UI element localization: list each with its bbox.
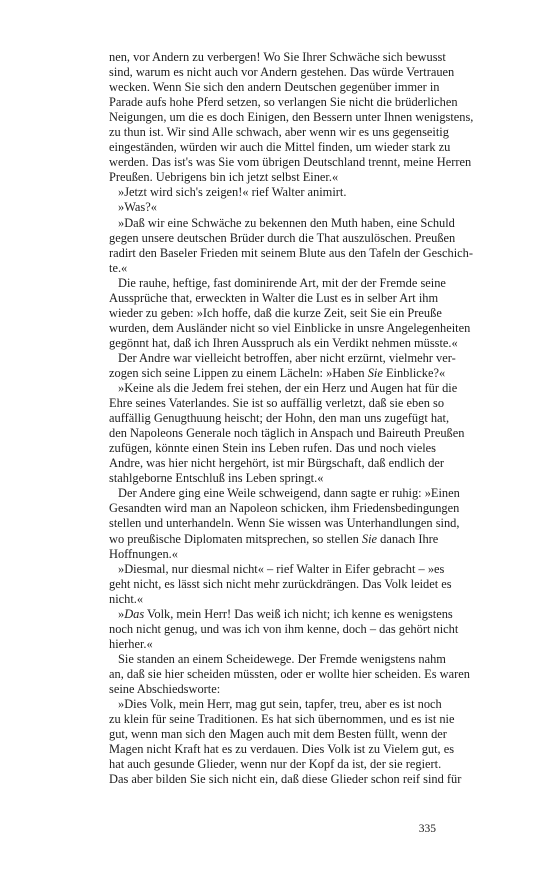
- text-line: wieder zu geben: »Ich hoffe, daß die kurze Zeit, seit Sie ein Preuße: [109, 305, 442, 320]
- text-line: seine Abschiedsworte:: [109, 681, 221, 696]
- text-line: an, daß sie hier scheiden müssten, oder er wollte hier scheiden. Es waren: [109, 666, 470, 681]
- paragraph: [109, 215, 473, 276]
- text-line: Das aber bilden Sie sich nicht ein, daß diese Glieder schon reif sind für: [109, 772, 462, 787]
- text-line: gegen unsere deutschen Brüder durch die That auszulöschen. Preußen: [109, 230, 456, 245]
- text-line: »Jetzt wird sich's zeigen!« rief Walter animirt.: [118, 185, 347, 200]
- paragraph: [109, 50, 474, 185]
- text-line: Gesandten wird man an Napoleon schicken, ihm Friedensbedingungen: [109, 501, 460, 516]
- text-line: Parade aufs hohe Pferd setzen, so verlangen Sie nicht die brüderlichen: [109, 95, 458, 110]
- text-line: zogen sich seine Lippen zu einem Lächeln: »Haben Sie Einblicke?«: [109, 365, 446, 380]
- text-line: Hoffnungen.«: [109, 546, 178, 561]
- text-line: hierher.«: [109, 636, 153, 651]
- text-line: noch nicht genug, und was ich von ihm kenne, doch – das gehört nicht: [109, 621, 459, 636]
- text-line: nicht.«: [109, 591, 144, 606]
- paragraph: [109, 275, 471, 351]
- text-line: wecken. Wenn Sie sich den andern Deutschen gegenüber immer in: [109, 80, 440, 95]
- text-line: Der Andre war vielleicht betroffen, aber nicht erzürnt, vielmehr ver-: [118, 350, 456, 365]
- text-line: gut, wenn man sich den Magen auch mit dem Besten füllt, wenn der: [109, 727, 447, 742]
- text-line: Ehre seines Vaterlandes. Sie ist so auffällig verletzt, daß sie eben so: [109, 396, 445, 411]
- text-line: Der Andere ging eine Weile schweigend, dann sagte er ruhig: »Einen: [118, 486, 460, 501]
- text-line: »Dies Volk, mein Herr, mag gut sein, tapfer, treu, aber es ist noch: [118, 697, 442, 712]
- text-line: Die rauhe, heftige, fast dominirende Art, mit der der Fremde seine: [118, 275, 446, 290]
- text-line: auffällig Genugthuung heischt; der Hohn, den man uns zugefügt hat,: [109, 411, 450, 426]
- paragraph: [109, 561, 452, 607]
- text-line: geht nicht, es lässt sich nicht mehr zurückdrängen. Das Volk leidet es: [109, 576, 452, 591]
- text-line: sind, warum es nicht auch vor Andern gestehen. Das würde Vertrauen: [109, 65, 455, 80]
- text-line: hat auch gesunde Glieder, wenn nur der Kopf da ist, der sie regiert.: [109, 757, 442, 772]
- paragraph: [109, 651, 470, 697]
- text-line: »Was?«: [118, 200, 157, 215]
- text-line: te.«: [109, 260, 128, 275]
- text-line: Aussprüche that, erweckten in Walter die Lust es in selber Art ihm: [109, 290, 439, 305]
- page-number: 335: [418, 823, 436, 835]
- paragraph: [109, 200, 436, 215]
- text-line: stahlgeborne Entschluß ins Leben springt.«: [109, 471, 324, 486]
- text-line: werden. Das ist's was Sie vom übrigen Deutschland trennt, meine Herren: [109, 155, 472, 170]
- text-line: »Keine als die Jedem frei stehen, der ein Herz und Augen hat für die: [118, 381, 458, 396]
- text-line: Magen nicht Kraft hat es zu verdauen. Dies Volk ist zu Vielem gut, es: [109, 742, 455, 757]
- text-line: Neigungen, um die es doch Einigen, den Bessern unter Ihnen wenigstens,: [109, 110, 474, 125]
- text-line: zu klein für seine Traditionen. Es hat sich übernommen, und es ist nie: [109, 712, 455, 727]
- text-line: Sie standen an einem Scheidewege. Der Fremde wenigstens nahm: [118, 651, 446, 666]
- text-line: Preußen. Uebrigens bin ich jetzt selbst Einer.«: [109, 170, 339, 185]
- text-line: zu thun ist. Wir sind Alle schwach, aber wenn wir es uns gegenseitig: [109, 125, 449, 140]
- text-line: Andre, was hier nicht hergehört, ist mir Bürgschaft, daß endlich der: [109, 456, 445, 471]
- text-line: radirt den Baseler Frieden mit seinem Blute aus den Tafeln der Geschich-: [109, 245, 473, 260]
- text-line: wurden, dem Ausländer nicht so viel Einblicke in unsre Angelegenheiten: [109, 320, 471, 335]
- paragraph: [109, 486, 460, 561]
- text-line: »Diesmal, nur diesmal nicht« – rief Walter in Eifer gebracht – »es: [118, 561, 445, 576]
- text-line: stellen und unterhandeln. Wenn Sie wissen was Unterhandlungen sind,: [109, 516, 460, 531]
- text-line: »Daß wir eine Schwäche zu bekennen den Muth haben, eine Schuld: [118, 215, 455, 230]
- paragraph: [109, 606, 459, 652]
- text-line: »Das Volk, mein Herr! Das weiß ich nicht; ich kenne es wenigstens: [118, 606, 453, 621]
- paragraph: [109, 350, 456, 381]
- text-line: den Napoleons Generale noch täglich in Anspach und Baireuth Preußen: [109, 426, 465, 441]
- text-line: zufügen, könnte einen Stein ins Leben rufen. Das und noch vieles: [109, 441, 436, 456]
- text-line: wo preußische Diplomaten mitsprechen, so stellen Sie danach Ihre: [109, 531, 439, 546]
- paragraph: [109, 185, 436, 200]
- text-line: gegönnt hat, daß ich Ihren Ausspruch als ein Verdikt nehmen müsste.«: [109, 335, 458, 350]
- paragraph: [109, 381, 465, 486]
- paragraph: [109, 697, 462, 787]
- body-text: [109, 50, 474, 787]
- text-line: nen, vor Andern zu verbergen! Wo Sie Ihrer Schwäche sich bewusst: [109, 50, 446, 64]
- text-line: eingeständen, würden wir auch die Mittel finden, um wieder stark zu: [109, 140, 451, 155]
